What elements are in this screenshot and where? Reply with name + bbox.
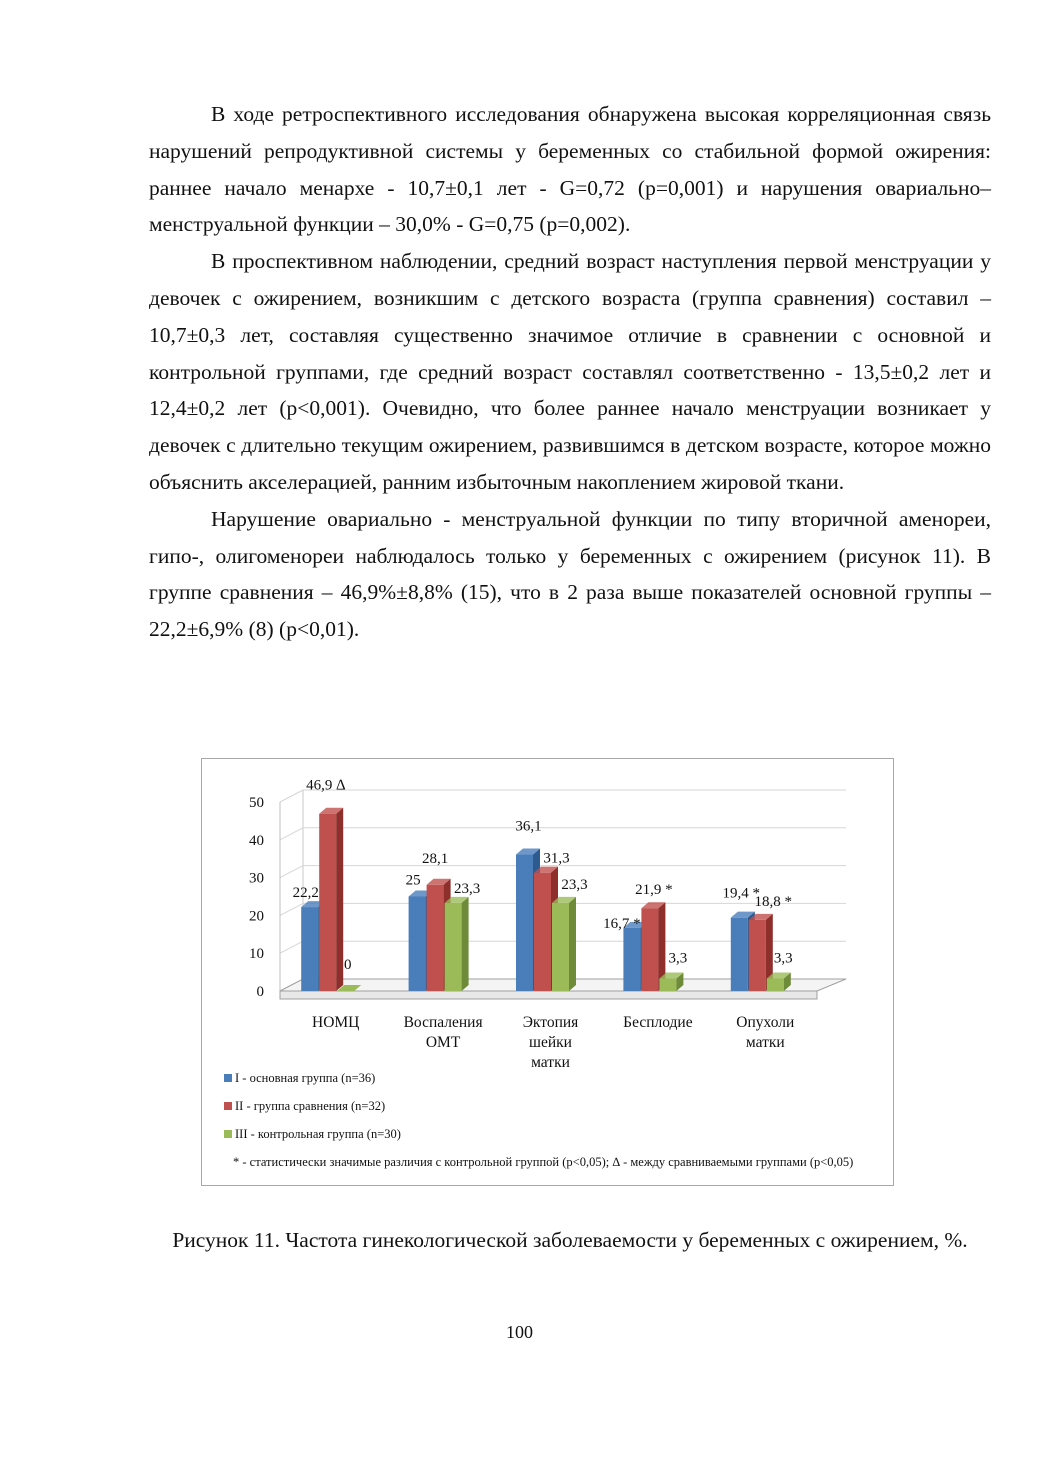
data-label: 16,7 *	[603, 915, 641, 932]
data-label: 21,9 *	[635, 882, 673, 899]
legend-label-group-1: I - основная группа (n=36)	[235, 1071, 376, 1085]
bar	[534, 873, 551, 991]
bar	[301, 907, 318, 991]
category-label: НОМЦ	[312, 1014, 360, 1031]
category-label: Эктопия	[522, 1014, 579, 1031]
gridline-side	[280, 790, 303, 802]
gridline-side	[280, 903, 303, 915]
data-label: 23,3	[561, 876, 588, 893]
gridline-side	[280, 941, 303, 953]
bar	[319, 814, 336, 991]
bar	[749, 920, 766, 991]
legend-item-group-2	[224, 1099, 385, 1114]
category-label: матки	[745, 1034, 785, 1051]
data-label: 3,3	[773, 950, 793, 967]
page-number: 100	[506, 1322, 533, 1342]
legend-swatch-blue	[224, 1074, 232, 1082]
gridline-side	[280, 866, 303, 878]
data-label: 3,3	[668, 950, 688, 967]
category-label: Бесплодие	[623, 1014, 693, 1031]
legend-label-group-3: III - контрольная группа (n=30)	[235, 1127, 401, 1141]
bar	[767, 979, 784, 991]
legend-item-group-1	[224, 1071, 375, 1086]
bar	[516, 855, 533, 991]
data-label: 0	[343, 957, 352, 973]
data-label: 31,3	[543, 850, 570, 867]
data-label: 46,9 ∆	[306, 777, 346, 794]
gridline-side	[280, 828, 303, 840]
data-label: 25	[405, 872, 421, 889]
chart-footnote: * - статистически значимые различия с контрольной группой (p<0,05); ∆ - между сравниваемыми группами (p<0,05)	[233, 1155, 854, 1169]
data-label: 28,1	[421, 850, 449, 867]
data-label: 18,8 *	[754, 893, 793, 910]
bar	[427, 885, 444, 991]
legend-swatch-red	[224, 1102, 232, 1110]
y-tick-label: 30	[249, 870, 264, 887]
legend-label-group-2: II - группа сравнения (n=32)	[235, 1099, 386, 1113]
figure-chart	[201, 758, 894, 1186]
data-label: 22,2	[292, 885, 319, 902]
legend-swatch-green	[224, 1130, 232, 1138]
chart-floor-front	[280, 991, 817, 999]
data-label: 23,3	[453, 880, 481, 897]
category-label: ОМТ	[425, 1034, 461, 1051]
paragraph-1: В ходе ретроспективного исследования обнаружена высокая корреляционная связь нарушений репродуктивной системы у беременных со стабильной формой ожирения: раннее начало менархе - 10,7±0,1 лет - G=0,72 (р=0,001) и нарушения овариально–менструальной функции – 30,0% - G=0,75 (р=0,002).	[149, 102, 991, 237]
bar-chart	[202, 759, 893, 1185]
category-label: Опухоли	[736, 1014, 795, 1031]
y-tick-label: 20	[249, 908, 264, 925]
category-label: Воспаления	[403, 1014, 483, 1031]
data-label: 36,1	[515, 818, 542, 835]
bar	[659, 979, 676, 991]
y-tick-label: 10	[249, 946, 264, 963]
body-text	[149, 96, 991, 648]
bar-side	[569, 897, 576, 991]
figure-caption: Рисунок 11. Частота гинекологической заболеваемости у беременных с ожирением, %.	[172, 1228, 968, 1252]
bar-side	[462, 897, 469, 991]
paragraph-2: В проспективном наблюдении, средний возраст наступления первой менструации у девочек с ожирением, возникшим с детского возраста (группа сравнения) составил – 10,7±0,3 лет, составляя существенно значимое отличие в сравнении с основной и контрольной группами, где средний возраст составлял соответственно - 13,5±0,2 лет и 12,4±0,2 лет (p<0,001). Очевидно, что более раннее начало менструации возникает у девочек с длительно текущим ожирением, развившимся в детском возрасте, которое можно объяснить акселерацией, ранним избыточным накоплением жировой ткани.	[149, 249, 991, 494]
y-tick-label: 50	[249, 795, 264, 811]
category-label: матки	[531, 1054, 570, 1071]
bar	[623, 928, 640, 991]
paragraph-3: Нарушение овариально - менструальной функции по типу вторичной аменореи, гипо-, олигоменореи наблюдалось только у беременных с ожирением (рисунок 11). В группе сравнения – 46,9%±8,8% (15), что в 2 раза выше показателей основной группы – 22,2±6,9% (8) (p<0,01).	[149, 506, 991, 642]
y-tick-label: 40	[249, 832, 264, 849]
bar	[409, 897, 426, 992]
legend-item-group-3	[224, 1127, 401, 1142]
y-tick-label: 0	[256, 984, 264, 1000]
bar	[445, 903, 462, 991]
category-label: шейки	[529, 1034, 572, 1051]
bar	[641, 908, 658, 991]
bar	[552, 903, 569, 991]
bar-side	[336, 808, 343, 991]
data-label: 19,4 *	[722, 885, 761, 902]
bar	[731, 918, 748, 991]
